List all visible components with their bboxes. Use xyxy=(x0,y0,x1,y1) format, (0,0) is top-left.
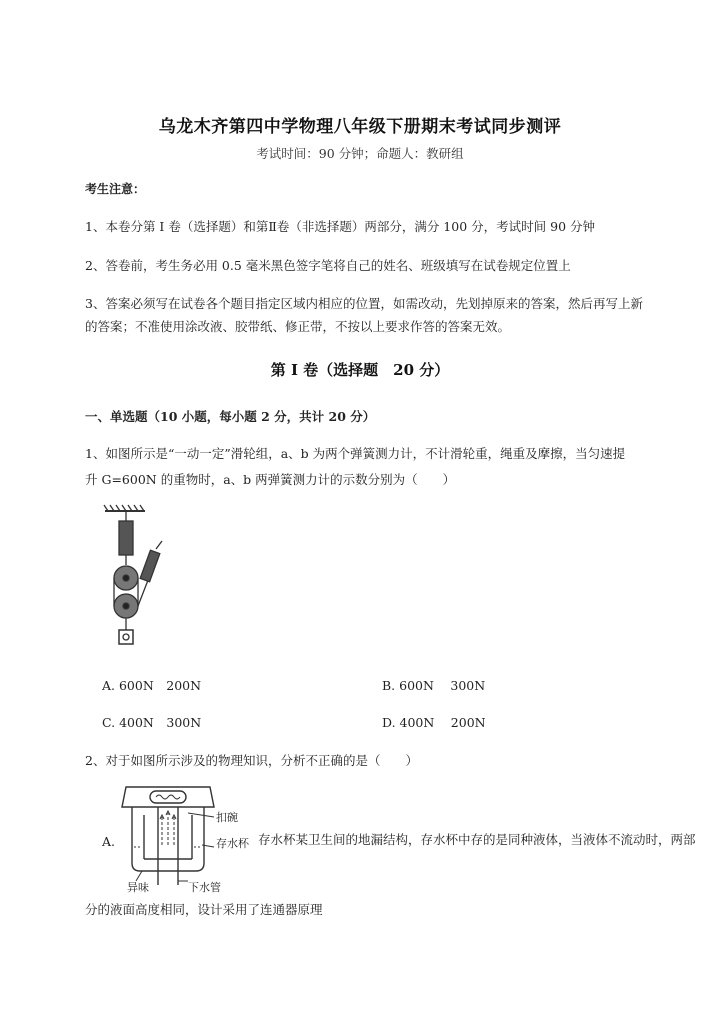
label-odor: 异味 xyxy=(127,882,149,894)
q2-stem: 2、对于如图所示涉及的物理知识，分析不正确的是（ ） xyxy=(85,753,418,768)
part-heading: 一、单选题（10 小题，每小题 2 分，共计 20 分） xyxy=(85,409,376,424)
q1-option-a[interactable]: A. 600N 200N xyxy=(102,678,202,693)
notice-heading: 考生注意： xyxy=(85,182,146,196)
notice-item-3-cont: 的答案；不准使用涂改液、胶带纸、修正带，不按以上要求作答的答案无效。 xyxy=(85,319,511,334)
q1-option-d[interactable]: D. 400N 200N xyxy=(382,715,486,730)
q1-option-c[interactable]: C. 400N 300N xyxy=(102,715,202,730)
pulley-figure xyxy=(100,503,185,653)
q2-option-a-line1: 存水杯某卫生间的地漏结构，存水杯中存的是同种液体，当液体不流动时，两部 xyxy=(258,832,696,847)
exam-info: 考试时间：90 分钟；命题人：教研组 xyxy=(256,146,464,161)
page-title: 乌龙木齐第四中学物理八年级下册期末考试同步测评 xyxy=(158,117,562,137)
q1-option-b[interactable]: B. 600N 300N xyxy=(382,678,486,693)
q2-option-a-line2: 分的液面高度相同，设计采用了连通器原理 xyxy=(85,902,323,917)
section-title: 第 I 卷（选择题 20 分） xyxy=(270,361,450,379)
q2-option-a-label[interactable]: A. xyxy=(102,834,116,849)
floor-drain-figure xyxy=(118,785,218,893)
notice-item-2: 2、答卷前，考生务必用 0.5 毫米黑色签字笔将自己的姓名、班级填写在试卷规定位置上 xyxy=(85,258,571,273)
notice-item-3: 3、答案必须写在试卷各个题目指定区域内相应的位置，如需改动，先划掉原来的答案，然后再写上新 xyxy=(85,296,643,311)
label-cup: 存水杯 xyxy=(216,838,249,850)
q1-stem-line2: 升 G=600N 的重物时，a、b 两弹簧测力计的示数分别为（ ） xyxy=(85,472,456,487)
label-cap: 扣碗 xyxy=(216,812,238,824)
notice-item-1: 1、本卷分第 I 卷（选择题）和第Ⅱ卷（非选择题）两部分，满分 100 分，考试时间 90 分钟 xyxy=(85,219,595,234)
q1-stem-line1: 1、如图所示是“一动一定”滑轮组，a、b 为两个弹簧测力计，不计滑轮重，绳重及摩擦，当匀速提 xyxy=(85,446,626,461)
label-pipe: 下水管 xyxy=(188,882,221,894)
